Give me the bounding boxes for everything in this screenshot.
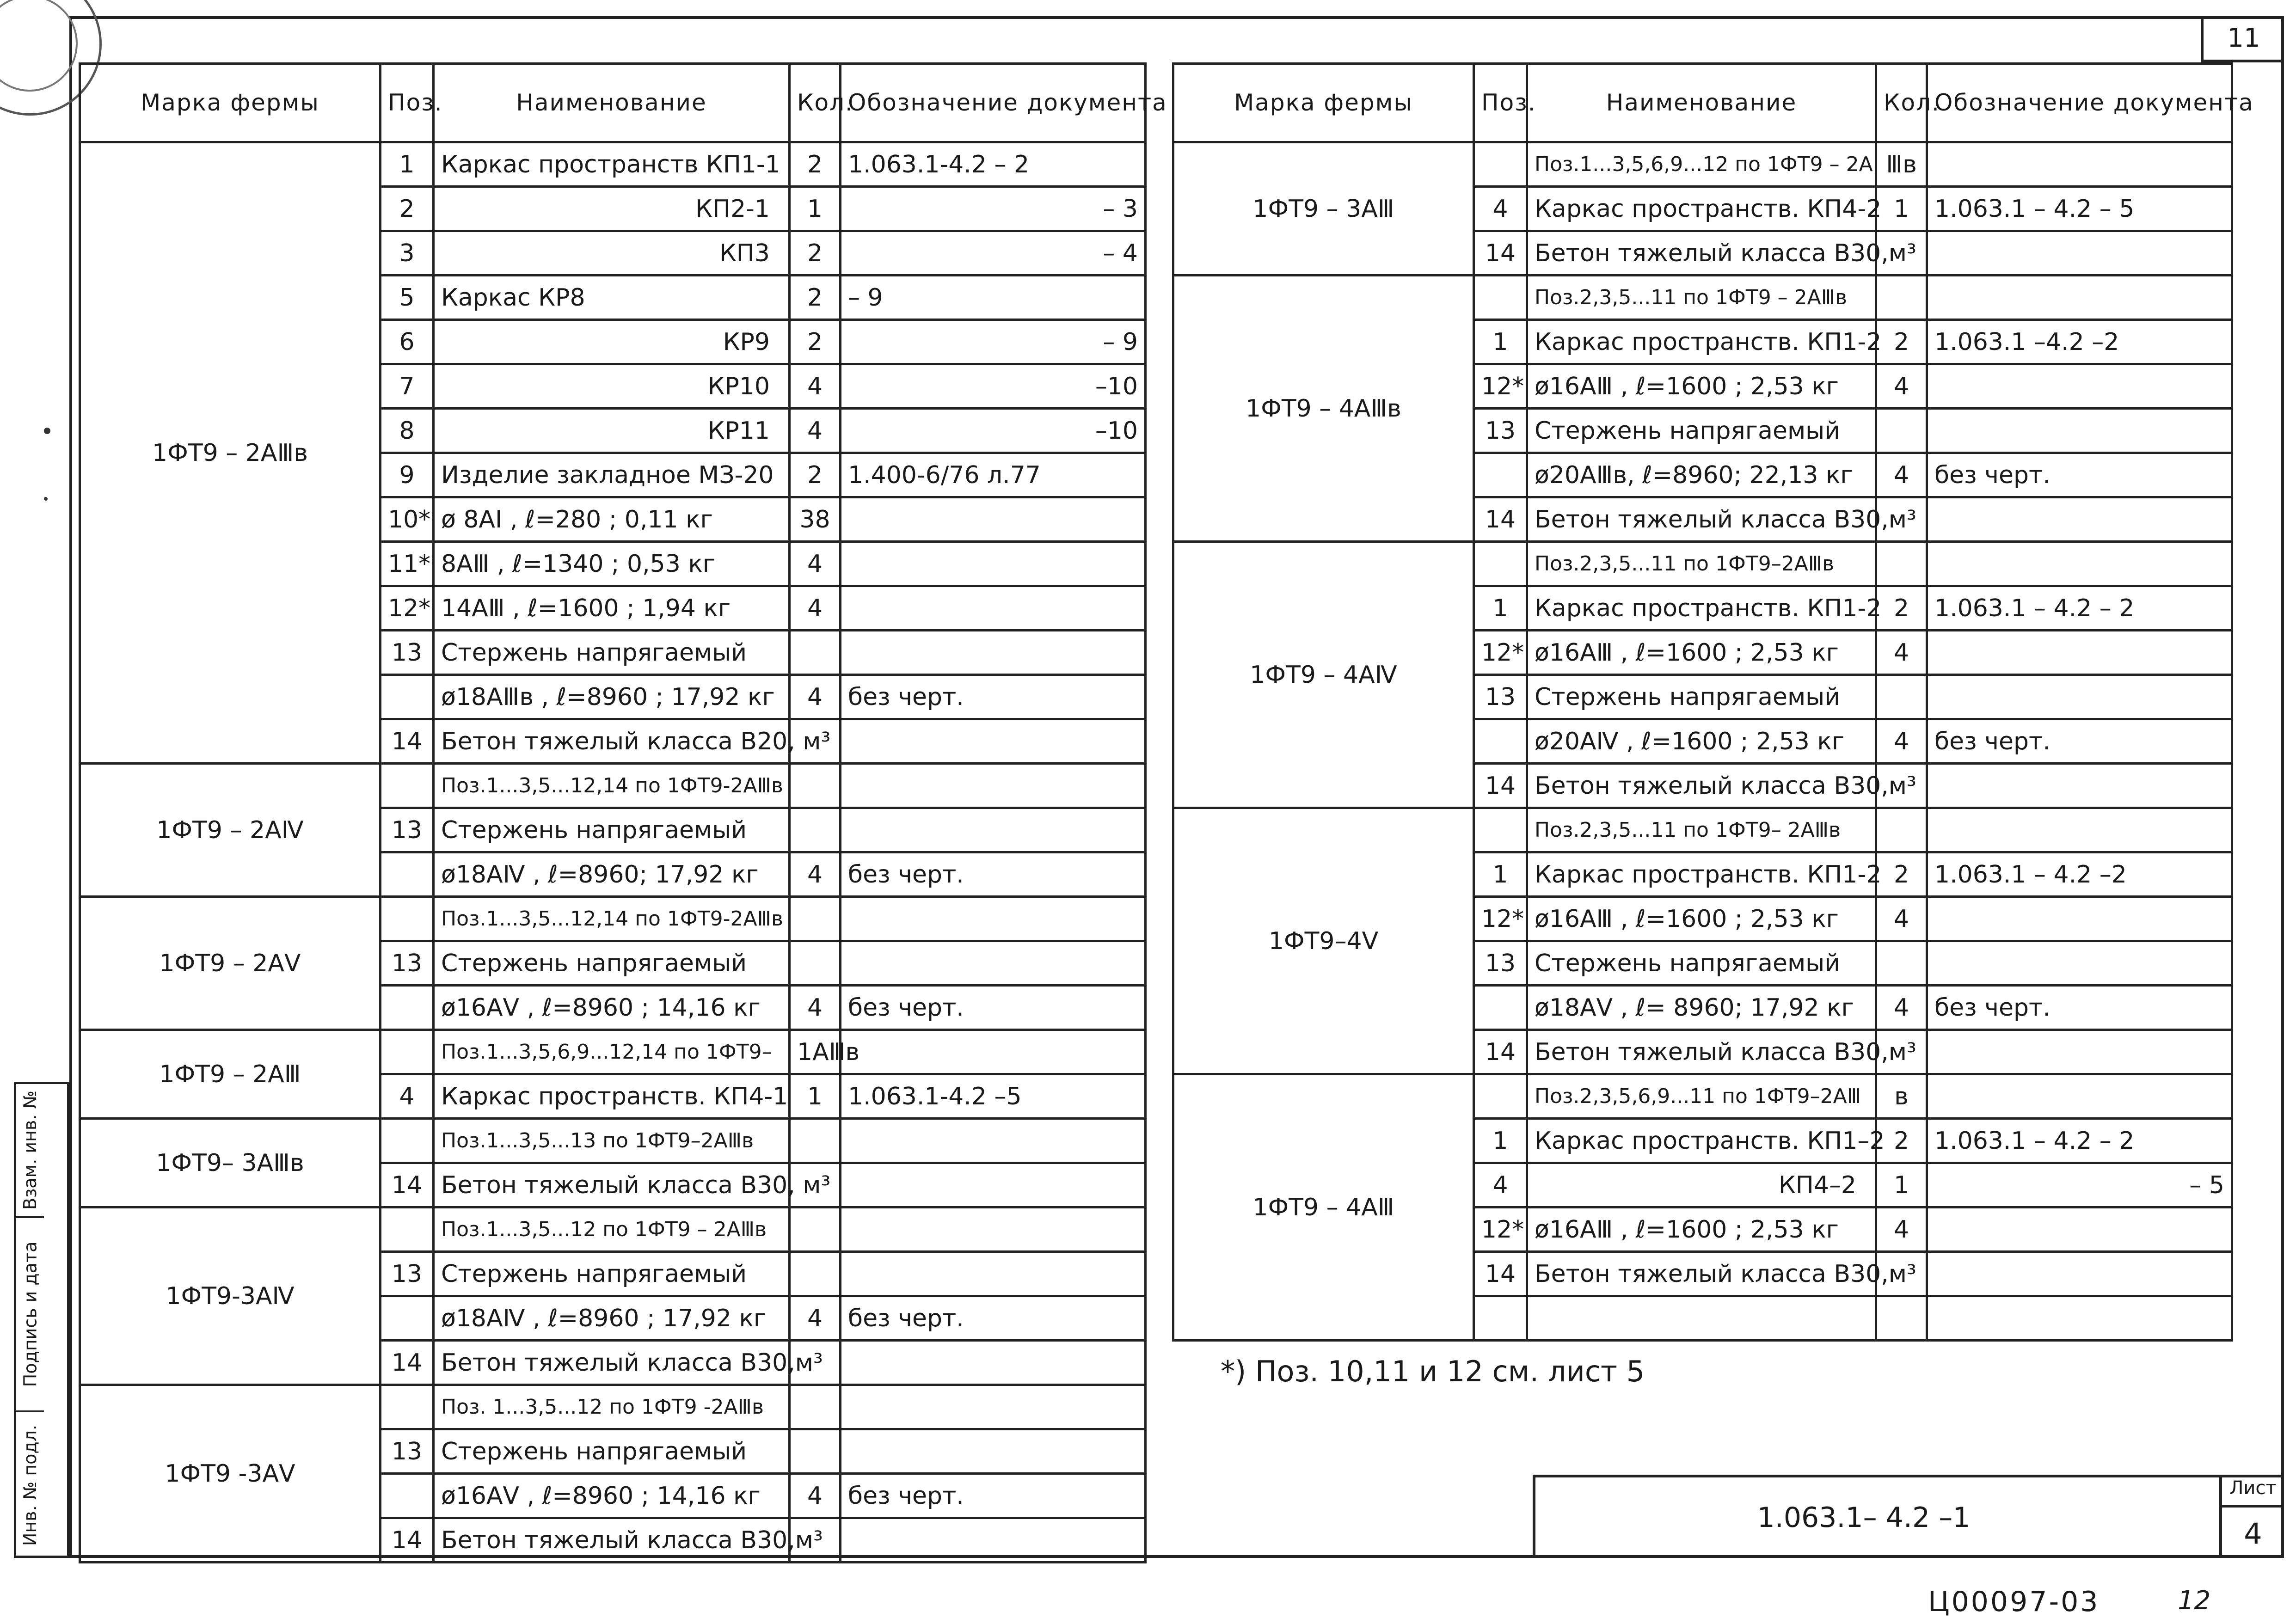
quantity-cell xyxy=(790,631,841,675)
position-cell xyxy=(1474,1074,1527,1119)
truss-mark-cell: 1ФТ9 – 4АⅢ xyxy=(1173,1074,1474,1341)
specification-table-left xyxy=(79,62,1167,1563)
quantity-cell: 2 xyxy=(790,142,841,187)
quantity-cell: 2 xyxy=(790,231,841,276)
name-cell: Бетон тяжелый класса В30,м³ xyxy=(1527,764,1876,808)
position-cell: 4 xyxy=(1474,187,1527,231)
quantity-cell xyxy=(1876,675,1927,719)
position-cell: 1 xyxy=(381,142,434,187)
position-cell xyxy=(381,852,434,897)
table-row xyxy=(80,1119,1146,1163)
quantity-cell: 4 xyxy=(790,1474,841,1518)
document-cell xyxy=(1927,1252,2232,1296)
name-cell: 8АⅢ , ℓ=1340 ; 0,53 кг xyxy=(434,542,790,586)
position-cell: 14 xyxy=(381,1163,434,1207)
document-cell: 1.400-6/76 л.77 xyxy=(841,453,1146,497)
table-row xyxy=(80,1207,1146,1252)
quantity-cell: Ⅲв xyxy=(1876,142,1927,187)
header-name: Наименование xyxy=(1527,64,1876,142)
specification-table-right xyxy=(1172,62,2254,1342)
position-cell xyxy=(1474,453,1527,497)
document-cell xyxy=(1927,364,2232,409)
document-cell xyxy=(841,497,1146,542)
document-cell: – 3 xyxy=(841,187,1146,231)
position-cell: 2 xyxy=(381,187,434,231)
table-row xyxy=(80,897,1146,941)
quantity-cell xyxy=(1876,1296,1927,1341)
name-cell: ø16АⅤ , ℓ=8960 ; 14,16 кг xyxy=(434,986,790,1030)
side-stamp-cell xyxy=(16,1412,44,1558)
position-cell xyxy=(381,1296,434,1341)
name-cell: КП4–2 xyxy=(1527,1163,1876,1207)
name-cell: Бетон тяжелый класса В30,м³ xyxy=(1527,1252,1876,1296)
document-cell xyxy=(1927,409,2232,453)
quantity-cell xyxy=(1876,409,1927,453)
document-cell xyxy=(841,586,1146,631)
quantity-cell xyxy=(790,1252,841,1296)
name-cell: Поз.1...3,5...12 по 1ФТ9 – 2АⅢв xyxy=(434,1207,790,1252)
name-cell: ø16АⅢ , ℓ=1600 ; 2,53 кг xyxy=(1527,897,1876,941)
name-cell: Стержень напрягаемый xyxy=(1527,675,1876,719)
position-cell: 14 xyxy=(1474,231,1527,276)
header-mark: Марка фермы xyxy=(1173,64,1474,142)
header-pos: Поз. xyxy=(1474,64,1527,142)
position-cell xyxy=(1474,719,1527,764)
position-cell: 10* xyxy=(381,497,434,542)
name-cell: Бетон тяжелый класса В30,м³ xyxy=(1527,231,1876,276)
position-cell xyxy=(381,1030,434,1074)
position-cell: 1 xyxy=(1474,586,1527,631)
document-cell: 1.063.1-4.2 –5 xyxy=(841,1074,1146,1119)
document-cell: 1.063.1-4.2 – 2 xyxy=(841,142,1146,187)
document-cell: без черт. xyxy=(841,986,1146,1030)
quantity-cell: 4 xyxy=(790,364,841,409)
position-cell xyxy=(381,1474,434,1518)
document-cell xyxy=(841,631,1146,675)
document-cell: без черт. xyxy=(1927,719,2232,764)
quantity-cell: 2 xyxy=(790,453,841,497)
quantity-cell: 1 xyxy=(1876,1163,1927,1207)
name-cell: Стержень напрягаемый xyxy=(434,631,790,675)
margin-mark xyxy=(44,428,50,434)
quantity-cell xyxy=(1876,542,1927,586)
name-cell: Бетон тяжелый класса В30,м³ xyxy=(1527,1030,1876,1074)
name-cell: Бетон тяжелый класса В30,м³ xyxy=(434,1518,790,1563)
document-cell xyxy=(1927,542,2232,586)
quantity-cell: 4 xyxy=(1876,986,1927,1030)
name-cell: ø20АⅣ , ℓ=1600 ; 2,53 кг xyxy=(1527,719,1876,764)
position-cell: 13 xyxy=(381,631,434,675)
header-qty: Кол. xyxy=(790,64,841,142)
name-cell: Поз.2,3,5...11 по 1ФТ9–2АⅢв xyxy=(1527,542,1876,586)
document-cell: – 4 xyxy=(841,231,1146,276)
quantity-cell xyxy=(790,897,841,941)
quantity-cell: 1АⅢв xyxy=(790,1030,841,1074)
document-cell xyxy=(841,1518,1146,1563)
document-cell xyxy=(1927,764,2232,808)
table-row xyxy=(80,1030,1146,1074)
table-header-row xyxy=(80,64,1146,142)
position-cell: 4 xyxy=(381,1074,434,1119)
name-cell: КР11 xyxy=(434,409,790,453)
position-cell xyxy=(1474,142,1527,187)
document-cell: – 5 xyxy=(1927,1163,2232,1207)
side-stamp-label: Подпись и дата xyxy=(20,1241,41,1387)
side-stamp-cell xyxy=(16,1084,44,1218)
position-cell xyxy=(1474,1296,1527,1341)
position-cell xyxy=(1474,808,1527,852)
position-cell: 12* xyxy=(1474,364,1527,409)
table-row xyxy=(1173,542,2232,586)
position-cell: 9 xyxy=(381,453,434,497)
truss-mark-cell: 1ФТ9– 3АⅢв xyxy=(80,1119,381,1207)
quantity-cell: 2 xyxy=(790,320,841,364)
quantity-cell: 4 xyxy=(1876,897,1927,941)
table-row xyxy=(80,764,1146,808)
document-cell: 1.063.1 – 4.2 – 2 xyxy=(1927,1119,2232,1163)
document-cell xyxy=(841,1385,1146,1429)
name-cell: Бетон тяжелый класса В20, м³ xyxy=(434,719,790,764)
document-cell xyxy=(841,1030,1146,1074)
header-name: Наименование xyxy=(434,64,790,142)
name-cell: ø16АⅤ , ℓ=8960 ; 14,16 кг xyxy=(434,1474,790,1518)
document-cell xyxy=(1927,497,2232,542)
truss-mark-cell: 1ФТ9 – 2АⅤ xyxy=(80,897,381,1030)
header-pos: Поз. xyxy=(381,64,434,142)
truss-mark-cell: 1ФТ9–4Ⅴ xyxy=(1173,808,1474,1074)
quantity-cell xyxy=(1876,941,1927,986)
position-cell: 14 xyxy=(381,1341,434,1385)
quantity-cell xyxy=(790,941,841,986)
name-cell: 14АⅢ , ℓ=1600 ; 1,94 кг xyxy=(434,586,790,631)
name-cell: Стержень напрягаемый xyxy=(434,808,790,852)
name-cell: ø18АⅤ , ℓ= 8960; 17,92 кг xyxy=(1527,986,1876,1030)
position-cell: 13 xyxy=(381,941,434,986)
name-cell xyxy=(1527,1296,1876,1341)
document-cell xyxy=(841,897,1146,941)
position-cell: 14 xyxy=(381,719,434,764)
header-mark: Марка фермы xyxy=(80,64,381,142)
document-cell xyxy=(1927,1207,2232,1252)
position-cell: 8 xyxy=(381,409,434,453)
name-cell: Поз.2,3,5...11 по 1ФТ9 – 2АⅢв xyxy=(1527,276,1876,320)
table-row xyxy=(1173,276,2232,320)
document-cell: –10 xyxy=(841,409,1146,453)
document-cell xyxy=(1927,1030,2232,1074)
name-cell: Бетон тяжелый класса В30, м³ xyxy=(434,1163,790,1207)
table-header-row xyxy=(1173,64,2232,142)
position-cell xyxy=(381,764,434,808)
position-cell xyxy=(381,675,434,719)
name-cell: ø18АⅢв , ℓ=8960 ; 17,92 кг xyxy=(434,675,790,719)
quantity-cell: 1 xyxy=(1876,187,1927,231)
position-cell: 13 xyxy=(381,808,434,852)
page-number: 12 xyxy=(2178,1586,2211,1616)
document-cell: без черт. xyxy=(1927,453,2232,497)
name-cell: Стержень напрягаемый xyxy=(434,941,790,986)
quantity-cell xyxy=(790,764,841,808)
position-cell xyxy=(381,1385,434,1429)
quantity-cell: 4 xyxy=(790,675,841,719)
truss-mark-cell: 1ФТ9-3АⅣ xyxy=(80,1207,381,1385)
table-row xyxy=(1173,1074,2232,1119)
position-cell xyxy=(381,1119,434,1163)
position-cell: 14 xyxy=(1474,497,1527,542)
position-cell: 12* xyxy=(381,586,434,631)
margin-mark xyxy=(44,497,48,501)
document-cell: –10 xyxy=(841,364,1146,409)
quantity-cell xyxy=(790,808,841,852)
truss-mark-cell: 1ФТ9 – 4АⅢв xyxy=(1173,276,1474,542)
side-stamp xyxy=(14,1082,69,1558)
name-cell: ø18АⅣ , ℓ=8960; 17,92 кг xyxy=(434,852,790,897)
name-cell: Бетон тяжелый класса В30,м³ xyxy=(1527,497,1876,542)
name-cell: Каркас КР8 xyxy=(434,276,790,320)
document-cell: 1.063.1 –4.2 –2 xyxy=(1927,320,2232,364)
table-row xyxy=(80,1385,1146,1429)
position-cell xyxy=(381,897,434,941)
position-cell: 14 xyxy=(1474,1252,1527,1296)
quantity-cell: 4 xyxy=(790,1296,841,1341)
position-cell: 4 xyxy=(1474,1163,1527,1207)
name-cell: Поз.2,3,5,6,9...11 по 1ФТ9–2АⅢ xyxy=(1527,1074,1876,1119)
name-cell: ø18АⅣ , ℓ=8960 ; 17,92 кг xyxy=(434,1296,790,1341)
position-cell: 14 xyxy=(1474,764,1527,808)
position-cell: 3 xyxy=(381,231,434,276)
position-cell xyxy=(381,1207,434,1252)
table-row xyxy=(80,142,1146,187)
name-cell: Стержень напрягаемый xyxy=(1527,409,1876,453)
quantity-cell xyxy=(790,1119,841,1163)
document-cell xyxy=(1927,897,2232,941)
document-cell xyxy=(841,1429,1146,1474)
name-cell: Бетон тяжелый класса В30,м³ xyxy=(434,1341,790,1385)
document-cell: без черт. xyxy=(841,852,1146,897)
quantity-cell: 1 xyxy=(790,1074,841,1119)
name-cell: Поз.2,3,5...11 по 1ФТ9– 2АⅢв xyxy=(1527,808,1876,852)
quantity-cell: 4 xyxy=(1876,1207,1927,1252)
position-cell: 13 xyxy=(1474,675,1527,719)
position-cell xyxy=(1474,986,1527,1030)
position-cell: 1 xyxy=(1474,1119,1527,1163)
name-cell: Поз. 1...3,5...12 по 1ФТ9 -2АⅢв xyxy=(434,1385,790,1429)
document-cell: – 9 xyxy=(841,320,1146,364)
document-cell xyxy=(1927,675,2232,719)
document-cell: – 9 xyxy=(841,276,1146,320)
quantity-cell xyxy=(790,1429,841,1474)
quantity-cell xyxy=(790,1385,841,1429)
truss-mark-cell: 1ФТ9 – 2АⅢв xyxy=(80,142,381,764)
quantity-cell xyxy=(1876,276,1927,320)
table-row xyxy=(1173,142,2232,187)
quantity-cell: 2 xyxy=(1876,586,1927,631)
document-cell xyxy=(841,1252,1146,1296)
quantity-cell: 4 xyxy=(1876,719,1927,764)
position-cell: 13 xyxy=(381,1429,434,1474)
document-cell xyxy=(841,1207,1146,1252)
quantity-cell: в xyxy=(1876,1074,1927,1119)
name-cell: Каркас пространств. КП4-2 xyxy=(1527,187,1876,231)
quantity-cell: 4 xyxy=(1876,631,1927,675)
quantity-cell: 2 xyxy=(1876,852,1927,897)
name-cell: Стержень напрягаемый xyxy=(1527,941,1876,986)
name-cell: Стержень напрягаемый xyxy=(434,1429,790,1474)
position-cell: 12* xyxy=(1474,631,1527,675)
title-block xyxy=(1533,1475,2284,1558)
name-cell: Каркас пространств. КП1-2 xyxy=(1527,320,1876,364)
position-cell: 1 xyxy=(1474,320,1527,364)
document-cell: без черт. xyxy=(1927,986,2232,1030)
document-cell xyxy=(841,808,1146,852)
document-cell xyxy=(1927,1074,2232,1119)
quantity-cell: 2 xyxy=(1876,1119,1927,1163)
name-cell: КР9 xyxy=(434,320,790,364)
document-cell xyxy=(841,941,1146,986)
document-cell: без черт. xyxy=(841,1296,1146,1341)
name-cell: КП2-1 xyxy=(434,187,790,231)
sheet-box xyxy=(2219,1477,2284,1558)
document-cell xyxy=(1927,142,2232,187)
document-cell xyxy=(841,719,1146,764)
quantity-cell: 4 xyxy=(790,852,841,897)
position-cell: 13 xyxy=(1474,941,1527,986)
quantity-cell: 4 xyxy=(790,586,841,631)
position-cell: 6 xyxy=(381,320,434,364)
name-cell: Стержень напрягаемый xyxy=(434,1252,790,1296)
position-cell: 13 xyxy=(381,1252,434,1296)
truss-mark-cell: 1ФТ9 – 4АⅣ xyxy=(1173,542,1474,808)
document-cell: без черт. xyxy=(841,675,1146,719)
name-cell: ø16АⅢ , ℓ=1600 ; 2,53 кг xyxy=(1527,364,1876,409)
sheet-corner-number: 11 xyxy=(2201,16,2284,62)
position-cell xyxy=(1474,276,1527,320)
document-cell xyxy=(1927,231,2232,276)
name-cell: ø16АⅢ , ℓ=1600 ; 2,53 кг xyxy=(1527,1207,1876,1252)
name-cell: Изделие закладное МЗ-20 xyxy=(434,453,790,497)
position-cell: 5 xyxy=(381,276,434,320)
name-cell: Поз.1...3,5,6,9...12,14 по 1ФТ9– xyxy=(434,1030,790,1074)
document-cell xyxy=(1927,276,2232,320)
quantity-cell: 4 xyxy=(790,409,841,453)
sheet-label: Лист xyxy=(2222,1477,2284,1508)
header-doc: Обозначение документа xyxy=(1927,64,2232,142)
position-cell: 14 xyxy=(381,1518,434,1563)
document-cell xyxy=(1927,941,2232,986)
truss-mark-cell: 1ФТ9 – 3АⅢ xyxy=(1173,142,1474,276)
quantity-cell: 4 xyxy=(1876,453,1927,497)
name-cell: Поз.1...3,5,6,9...12 по 1ФТ9 – 2А xyxy=(1527,142,1876,187)
position-cell xyxy=(381,986,434,1030)
document-cell: 1.063.1 – 4.2 –2 xyxy=(1927,852,2232,897)
archive-code: Ц00097-03 xyxy=(1928,1586,2100,1618)
document-cell xyxy=(841,1163,1146,1207)
truss-mark-cell: 1ФТ9 – 2АⅢ xyxy=(80,1030,381,1119)
name-cell: ø20АⅢв, ℓ=8960; 22,13 кг xyxy=(1527,453,1876,497)
quantity-cell: 4 xyxy=(1876,364,1927,409)
document-cell xyxy=(1927,1296,2232,1341)
name-cell: ø16АⅢ , ℓ=1600 ; 2,53 кг xyxy=(1527,631,1876,675)
name-cell: Поз.1...3,5...13 по 1ФТ9–2АⅢв xyxy=(434,1119,790,1163)
name-cell: ø 8АI , ℓ=280 ; 0,11 кг xyxy=(434,497,790,542)
document-cell xyxy=(841,1119,1146,1163)
document-cell: без черт. xyxy=(841,1474,1146,1518)
position-cell: 7 xyxy=(381,364,434,409)
position-cell: 13 xyxy=(1474,409,1527,453)
table-row xyxy=(1173,808,2232,852)
name-cell: КП3 xyxy=(434,231,790,276)
side-stamp-label: Взам. инв. № xyxy=(20,1090,41,1210)
position-cell: 11* xyxy=(381,542,434,586)
position-cell xyxy=(1474,542,1527,586)
sheet-number: 4 xyxy=(2244,1517,2262,1550)
name-cell: Каркас пространств. КП4-1 xyxy=(434,1074,790,1119)
truss-mark-cell: 1ФТ9 -3АⅤ xyxy=(80,1385,381,1563)
quantity-cell: 4 xyxy=(790,986,841,1030)
truss-mark-cell: 1ФТ9 – 2АⅣ xyxy=(80,764,381,897)
document-cell xyxy=(841,764,1146,808)
document-code: 1.063.1– 4.2 –1 xyxy=(1757,1501,1971,1534)
position-cell: 1 xyxy=(1474,852,1527,897)
quantity-cell: 2 xyxy=(790,276,841,320)
header-doc: Обозначение документа xyxy=(841,64,1146,142)
name-cell: Каркас пространств. КП1–2 xyxy=(1527,1119,1876,1163)
document-cell: 1.063.1 – 4.2 – 5 xyxy=(1927,187,2232,231)
quantity-cell: 38 xyxy=(790,497,841,542)
document-cell: 1.063.1 – 4.2 – 2 xyxy=(1927,586,2232,631)
position-cell: 12* xyxy=(1474,897,1527,941)
name-cell: Каркас пространств. КП1-2 xyxy=(1527,586,1876,631)
document-cell xyxy=(841,1341,1146,1385)
name-cell: КР10 xyxy=(434,364,790,409)
document-cell xyxy=(1927,808,2232,852)
side-stamp-label: Инв. № подл. xyxy=(20,1424,41,1546)
name-cell: Поз.1...3,5...12,14 по 1ФТ9-2АⅢв xyxy=(434,897,790,941)
quantity-cell: 1 xyxy=(790,187,841,231)
quantity-cell: 2 xyxy=(1876,320,1927,364)
name-cell: Каркас пространств. КП1-2 xyxy=(1527,852,1876,897)
document-cell xyxy=(841,542,1146,586)
footnote: *) Поз. 10,11 и 12 см. лист 5 xyxy=(1221,1354,1645,1388)
name-cell: Поз.1...3,5...12,14 по 1ФТ9-2АⅢв xyxy=(434,764,790,808)
quantity-cell xyxy=(790,1207,841,1252)
header-qty: Кол. xyxy=(1876,64,1927,142)
position-cell: 12* xyxy=(1474,1207,1527,1252)
quantity-cell xyxy=(1876,808,1927,852)
name-cell: Каркас пространств КП1-1 xyxy=(434,142,790,187)
side-stamp-cell xyxy=(16,1218,44,1412)
document-cell xyxy=(1927,631,2232,675)
position-cell: 14 xyxy=(1474,1030,1527,1074)
quantity-cell: 4 xyxy=(790,542,841,586)
